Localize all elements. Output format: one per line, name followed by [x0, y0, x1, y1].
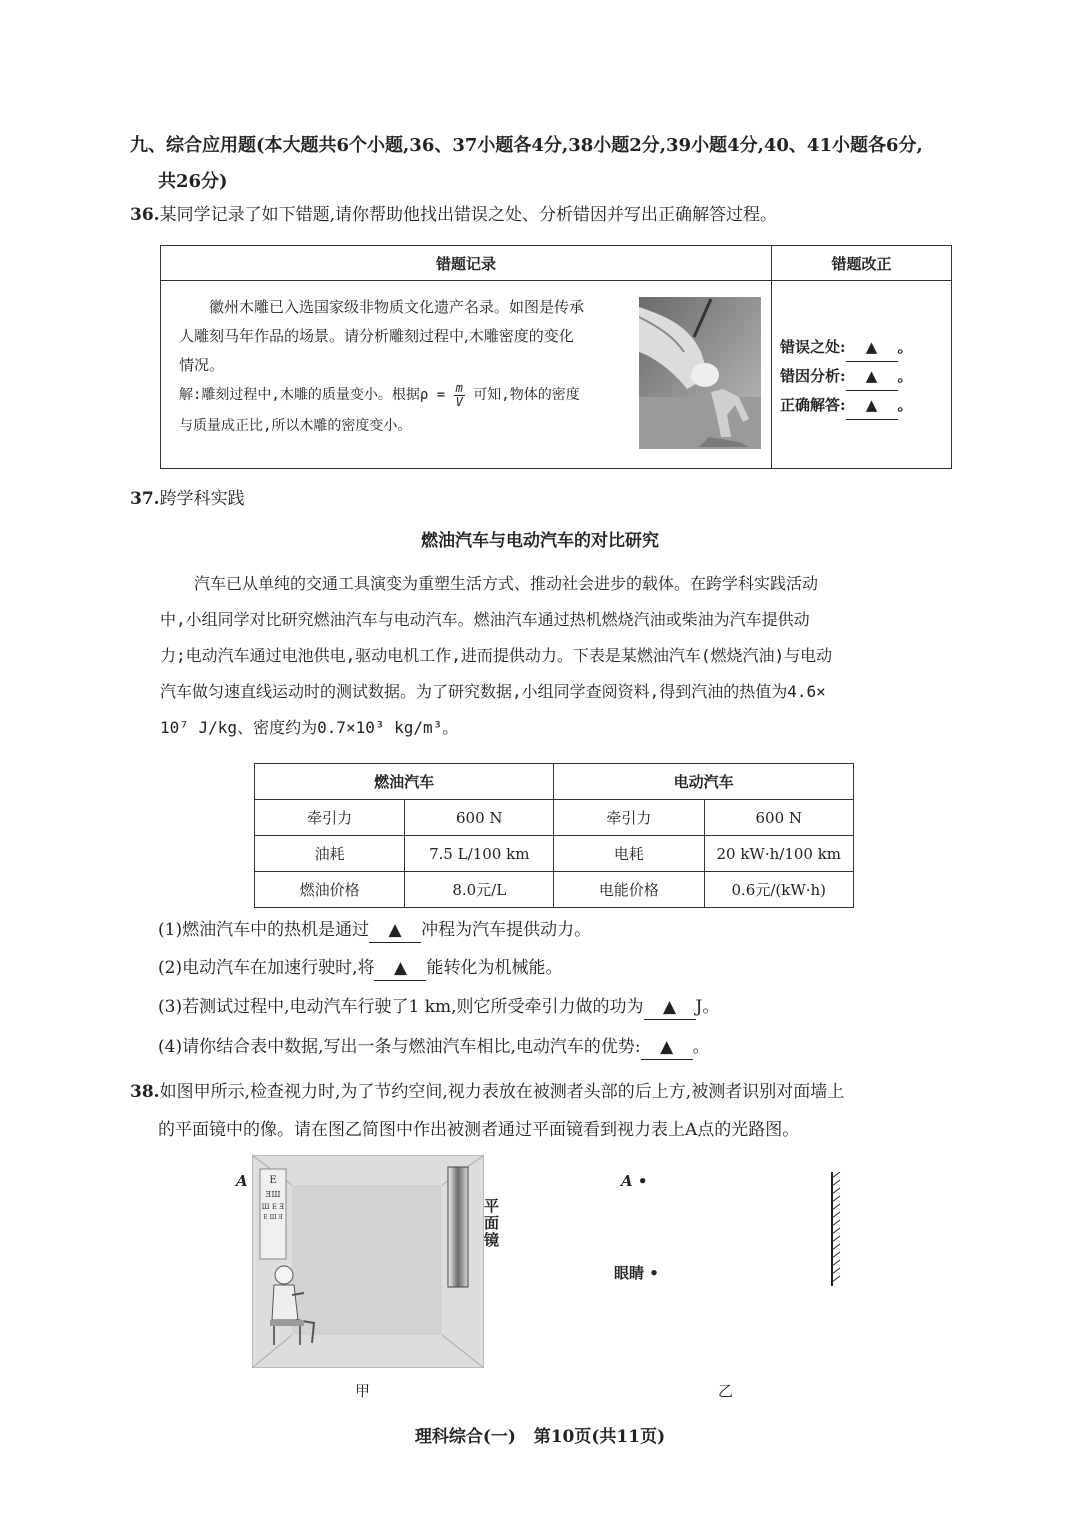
fig-b-point-A: [621, 1172, 647, 1190]
q36-number: 36.: [130, 205, 160, 225]
fig-b-label-A: A: [621, 1172, 633, 1190]
answer-blank[interactable]: ▲: [369, 918, 421, 943]
q36-solution-l1: [179, 380, 639, 411]
table-cell: 8.0元/L: [405, 872, 554, 908]
page-footer: [0, 1422, 1080, 1447]
svg-text:E Ш Ǝ: E Ш Ǝ: [263, 1214, 283, 1221]
table-cell: 电耗: [554, 836, 704, 872]
period: 。: [897, 338, 913, 356]
q36-solution-l2: 与质量成正比,所以木雕的密度变小。: [179, 418, 412, 434]
plane-mirror-diagram: [826, 1172, 850, 1288]
period: 。: [897, 367, 913, 385]
q37-para-l1: 汽车已从单纯的交通工具演变为重塑生活方式、推动社会进步的载体。在跨学科实践活动: [194, 574, 819, 593]
answer-blank[interactable]: ▲: [374, 956, 426, 981]
q37-sub1: [158, 918, 958, 943]
point-dot: •: [649, 1264, 659, 1282]
answer-blank[interactable]: ▲: [641, 1035, 693, 1060]
q38-number: 38.: [130, 1082, 160, 1102]
q37-sub4-post: 。: [692, 1037, 710, 1057]
q37-title: 燃油汽车与电动汽车的对比研究: [421, 531, 659, 551]
svg-text:ƎШ: ƎШ: [265, 1190, 281, 1199]
q36-fix-answer-label: 正确解答:: [780, 396, 846, 414]
answer-blank[interactable]: ▲: [846, 391, 898, 420]
wood-carving-photo: [639, 297, 761, 449]
table-cell: 燃油价格: [255, 872, 405, 908]
fig-b-eye-point: [614, 1262, 659, 1283]
q36-problem: [179, 293, 639, 442]
q37-sub1-pre: (1)燃油汽车中的热机是通过: [158, 920, 370, 940]
q37-para-l2: 中,小组同学对比研究燃油汽车与电动汽车。燃油汽车通过热机燃烧汽油或柴油为汽车提供动: [160, 610, 810, 629]
q37-sub4: [158, 1035, 958, 1060]
q37-sub2-pre: (2)电动汽车在加速行驶时,将: [158, 958, 375, 978]
q37-sub4-pre: (4)请你结合表中数据,写出一条与燃油汽车相比,电动汽车的优势:: [158, 1037, 641, 1057]
q37-sub3-pre: (3)若测试过程中,电动汽车行驶了1 km,则它所受牵引力做的功为: [158, 997, 644, 1017]
table-cell: 牵引力: [255, 800, 405, 836]
q36-table: [160, 245, 952, 469]
q37-sub2-post: 能转化为机械能。: [426, 958, 563, 978]
q37-paragraph: [160, 566, 960, 746]
q38-stem: [130, 1073, 960, 1149]
table-cell: 油耗: [255, 836, 405, 872]
q38-stem-l2: 的平面镜中的像。请在图乙简图中作出被测者通过平面镜看到视力表上A点的光路图。: [158, 1120, 800, 1140]
footer-subject: 理科综合(一): [414, 1427, 516, 1447]
section-heading-line1: 九、综合应用题(本大题共6个小题,36、37小题各4分,38小题2分,39小题4分,40、41小题各6分,: [130, 135, 923, 156]
svg-text:E: E: [269, 1175, 277, 1186]
point-dot: •: [637, 1172, 648, 1190]
table-cell: 20 kW·h/100 km: [704, 836, 854, 872]
fig-a-label-A: A: [236, 1172, 248, 1190]
q36-problem-l2: 人雕刻马年作品的场景。请分析雕刻过程中,木雕密度的变化: [179, 327, 574, 345]
q36-fix-error-label: 错误之处:: [780, 338, 846, 356]
footer-page-number: 第10页(共11页): [533, 1427, 666, 1447]
fig-b-caption: 乙: [718, 1382, 734, 1400]
q36-problem-l3: 情况。: [179, 356, 225, 374]
electric-car-header: 电动汽车: [554, 764, 854, 800]
fraction-numerator: m: [455, 380, 463, 395]
density-fraction: [454, 382, 465, 409]
period: 。: [897, 396, 913, 414]
q36-fix-cell: [772, 281, 952, 469]
q37-stem: [130, 487, 245, 511]
svg-text:Ш E Ǝ: Ш E Ǝ: [261, 1203, 285, 1211]
q36-fix-error: [780, 333, 951, 362]
table-cell: 牵引力: [554, 800, 704, 836]
q36-solution-post: 可知,物体的密度: [473, 387, 580, 403]
table-cell: 7.5 L/100 km: [405, 836, 554, 872]
section-heading: [130, 128, 960, 200]
fig-a-mirror-label: 平面镜: [484, 1197, 500, 1249]
q36-record-cell: [161, 281, 772, 469]
q38-stem-l1-text: 如图甲所示,检查视力时,为了节约空间,视力表放在被测者头部的后上方,被测者识别对面墙上: [159, 1082, 845, 1102]
q36-col-record: 错题记录: [161, 246, 772, 281]
q37-para-l3: 力;电动汽车通过电池供电,驱动电机工作,进而提供动力。下表是某燃油汽车(燃烧汽油)与电动: [160, 646, 833, 665]
table-cell: 600 N: [405, 800, 554, 836]
q36-fix-answer: [780, 391, 951, 420]
q37-number: 37.: [130, 489, 160, 509]
q38-stem-l1: [130, 1073, 960, 1111]
eye-test-room-figure: [252, 1155, 484, 1368]
answer-blank[interactable]: ▲: [644, 995, 696, 1020]
q36-fix-cause: [780, 362, 951, 391]
q36-solution-pre: 解:雕刻过程中,木雕的质量变小。根据ρ =: [179, 387, 446, 403]
q36-fix-lines: [772, 333, 951, 420]
q36-stem: [130, 203, 960, 227]
q37-sub2: [158, 956, 958, 981]
table-row: [255, 836, 854, 872]
q37-sub3: [158, 995, 958, 1020]
table-row: [255, 800, 854, 836]
fraction-denominator: V: [455, 394, 463, 409]
answer-blank[interactable]: ▲: [846, 362, 898, 391]
table-cell: 电能价格: [554, 872, 704, 908]
q37-stem-text: 跨学科实践: [159, 489, 245, 509]
q36-stem-text: 某同学记录了如下错题,请你帮助他找出错误之处、分析错因并写出正确解答过程。: [159, 205, 777, 225]
table-cell: 0.6元/(kW·h): [704, 872, 854, 908]
fig-a-caption: 甲: [355, 1382, 371, 1400]
table-row: [255, 872, 854, 908]
q37-sub3-post: J。: [695, 997, 720, 1017]
answer-blank[interactable]: ▲: [846, 333, 898, 362]
fig-b-eye-label: 眼睛: [614, 1264, 645, 1282]
section-heading-line2: 共26分): [158, 171, 228, 192]
q36-fix-cause-label: 错因分析:: [780, 367, 846, 385]
q37-para-l5: 10⁷ J/kg、密度约为0.7×10³ kg/m³。: [160, 718, 459, 737]
q37-para-l4: 汽车做匀速直线运动时的测试数据。为了研究数据,小组同学查阅资料,得到汽油的热值为4.6×: [160, 682, 826, 701]
q36-problem-l1: 徽州木雕已入选国家级非物质文化遗产名录。如图是传承: [209, 298, 585, 316]
car-comparison-table: [254, 763, 854, 908]
table-cell: 600 N: [704, 800, 854, 836]
fuel-car-header: 燃油汽车: [255, 764, 554, 800]
q37-sub1-post: 冲程为汽车提供动力。: [421, 920, 592, 940]
q36-col-fix: 错题改正: [772, 246, 952, 281]
